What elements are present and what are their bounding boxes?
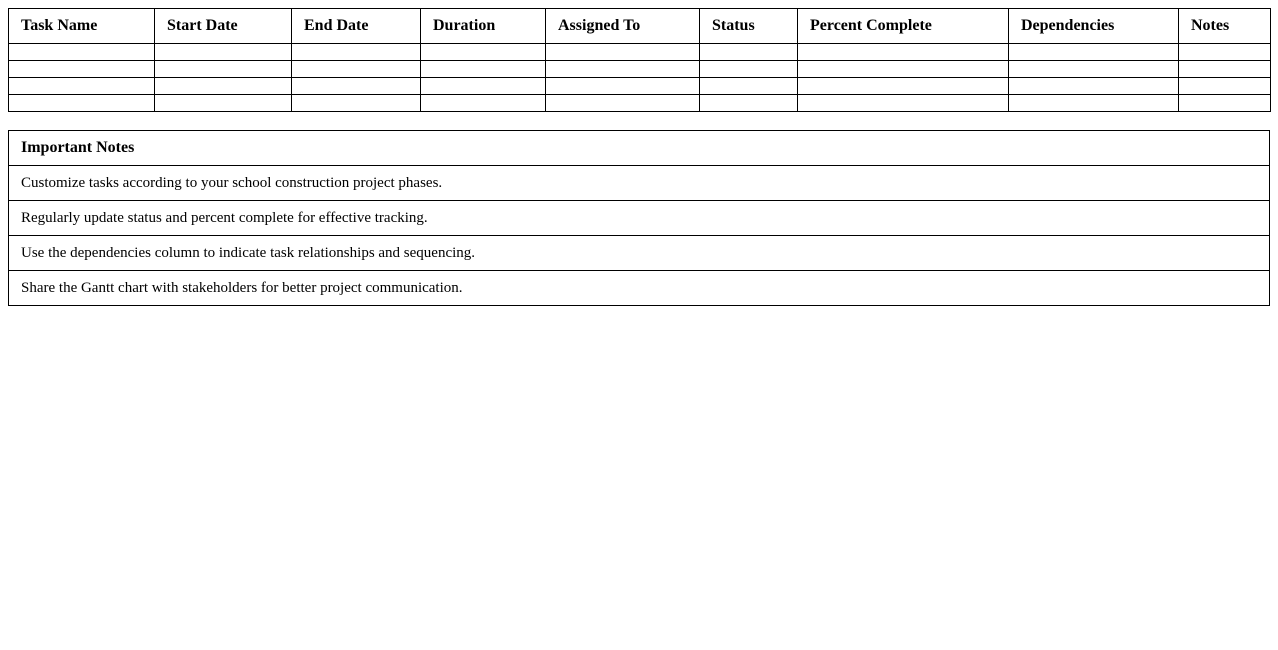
column-header-dependencies: Dependencies: [1009, 9, 1179, 44]
table-cell[interactable]: [1179, 61, 1271, 78]
table-cell[interactable]: [9, 44, 155, 61]
note-text: Customize tasks according to your school construction project phases.: [9, 166, 1270, 201]
list-item: [9, 166, 1270, 201]
column-header-duration: Duration: [421, 9, 546, 44]
table-cell[interactable]: [292, 78, 421, 95]
column-header-status: Status: [700, 9, 798, 44]
important-notes-table: [8, 130, 1270, 306]
table-cell[interactable]: [1179, 44, 1271, 61]
table-cell[interactable]: [292, 44, 421, 61]
table-cell[interactable]: [421, 78, 546, 95]
table-cell[interactable]: [421, 95, 546, 112]
table-cell[interactable]: [1009, 95, 1179, 112]
column-header-end-date: End Date: [292, 9, 421, 44]
note-text: Use the dependencies column to indicate task relationships and sequencing.: [9, 236, 1270, 271]
table-cell[interactable]: [700, 78, 798, 95]
table-cell[interactable]: [421, 44, 546, 61]
table-row: [9, 44, 1271, 61]
table-header-row: [9, 9, 1271, 44]
table-cell[interactable]: [292, 61, 421, 78]
table-cell[interactable]: [546, 95, 700, 112]
table-cell[interactable]: [798, 61, 1009, 78]
column-header-assigned-to: Assigned To: [546, 9, 700, 44]
table-cell[interactable]: [155, 44, 292, 61]
table-cell[interactable]: [546, 61, 700, 78]
table-cell[interactable]: [1009, 61, 1179, 78]
gantt-task-table: [8, 8, 1271, 112]
notes-header-row: [9, 131, 1270, 166]
table-cell[interactable]: [155, 95, 292, 112]
table-cell[interactable]: [798, 95, 1009, 112]
table-row: [9, 95, 1271, 112]
notes-title: Important Notes: [9, 131, 1270, 166]
note-text: Regularly update status and percent complete for effective tracking.: [9, 201, 1270, 236]
table-row: [9, 61, 1271, 78]
table-cell[interactable]: [9, 61, 155, 78]
table-cell[interactable]: [798, 44, 1009, 61]
list-item: [9, 271, 1270, 306]
column-header-start-date: Start Date: [155, 9, 292, 44]
column-header-notes: Notes: [1179, 9, 1271, 44]
table-cell[interactable]: [546, 44, 700, 61]
note-text: Share the Gantt chart with stakeholders for better project communication.: [9, 271, 1270, 306]
page-content: [8, 8, 1270, 306]
table-cell[interactable]: [9, 95, 155, 112]
table-cell[interactable]: [700, 61, 798, 78]
table-cell[interactable]: [155, 78, 292, 95]
table-cell[interactable]: [155, 61, 292, 78]
table-cell[interactable]: [700, 95, 798, 112]
table-cell[interactable]: [1179, 95, 1271, 112]
table-cell[interactable]: [9, 78, 155, 95]
table-cell[interactable]: [1009, 44, 1179, 61]
table-cell[interactable]: [292, 95, 421, 112]
list-item: [9, 236, 1270, 271]
table-cell[interactable]: [546, 78, 700, 95]
column-header-percent-complete: Percent Complete: [798, 9, 1009, 44]
table-cell[interactable]: [1009, 78, 1179, 95]
table-row: [9, 78, 1271, 95]
table-cell[interactable]: [1179, 78, 1271, 95]
table-cell[interactable]: [421, 61, 546, 78]
table-cell[interactable]: [700, 44, 798, 61]
table-cell[interactable]: [798, 78, 1009, 95]
column-header-task-name: Task Name: [9, 9, 155, 44]
list-item: [9, 201, 1270, 236]
